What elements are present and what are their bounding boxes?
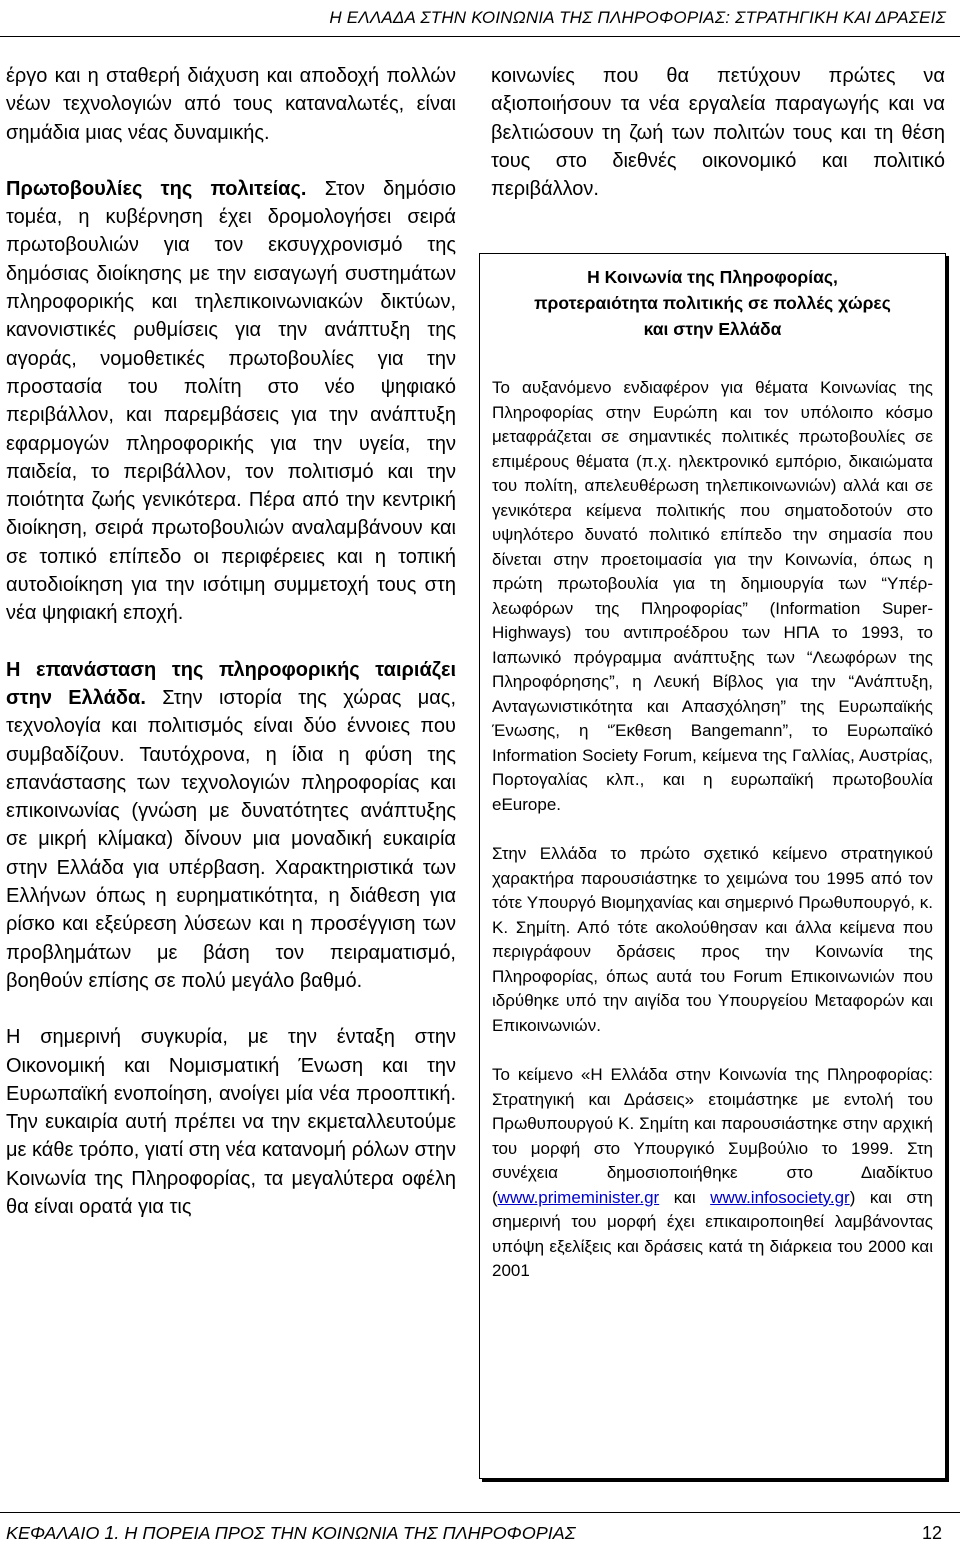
chapter-title: ΚΕΦΑΛΑΙΟ 1. Η ΠΟΡΕΙΑ ΠΡΟΣ ΤΗΝ ΚΟΙΝΩΝΙΑ ΤΗΣ ΠΛΗΡΟΦΟΡΙΑΣ (6, 1523, 576, 1543)
running-header-title: Η ΕΛΛΑΔΑ ΣΤΗΝ ΚΟΙΝΩΝΙΑ ΤΗΣ ΠΛΗΡΟΦΟΡΙΑΣ: ΣΤΡΑΤΗΓΙΚΗ ΚΑΙ ΔΡΑΣΕΙΣ (329, 8, 946, 27)
box-paragraph (492, 1063, 933, 1284)
header-rule (0, 36, 960, 37)
box-paragraph: Το αυξανόμενο ενδιαφέρον για θέματα Κοινωνίας της Πληροφορίας στην Ευρώπη και τον υπόλοιπο κόσμο μεταφράζεται σε σημαντικές πολιτικές πρωτοβουλίες σε επιμέρους θέματα (π.χ. ηλεκτρονικό εμπόριο, δικαιώματα του πολίτη, απελευθέρωση τηλεπικοινωνιών) αλλά και σε γενικότερα κείμενα πολιτικής που σηματοδοτούν στο υψηλότερο δυνατό πολιτικό επίπεδο την σημασία που δίνεται στην προετοιμασία για την Κοινωνία, όπως η πρώτη πρωτοβουλία για τη δημιουργία των “Υπέρ-λεωφόρων της Πληροφορίας” (Information Super-Highways) του αντιπροέδρου των ΗΠΑ το 1993, το Ιαπωνικό πρόγραμμα ανάπτυξης των “Λεωφόρων της Πληροφόρησης”, η Λευκή Βίβλος για την “Ανάπτυξη, Ανταγωνιστικότητα και Απασχόληση” της Ευρωπαϊκής Ένωσης, η “Έκθεση Bangemann”, το Ευρωπαϊκό Information Society Forum, κείμενα της Γαλλίας, Αυστρίας, Πορτογαλίας κλπ., και η ευρωπαϊκή πρωτοβουλία eEurope. (492, 378, 933, 814)
sidebar-box-content (492, 264, 933, 1284)
box-title-line: προτεραιότητα πολιτικής σε πολλές χώρες (534, 293, 891, 313)
paragraph-text: Στην ιστορία της χώρας μας, τεχνολογία και πολιτισμός είναι δύο έννοιες που συμβαδίζουν. Ταυτόχρονα, η ίδια η φύση της επανάστασης των τεχνολογιών πληροφορίας και επικοινωνίας (γνώση με δυνατότητες ανάπτυξης σε μικρή κλίμακα) δίνουν μια μοναδική ευκαιρία στην Ελλάδα για υπέρβαση. Χαρακτηριστικά των Ελλήνων όπως η ευρηματικότητα, η διάθεση για ρίσκο και εξεύρεση λύσεων και η προσέγγιση των προβλημάτων με βάση τον πειραματισμό, βοηθούν επίσης σε πολύ μεγάλο βαθμό. (6, 686, 456, 992)
sidebar-box (479, 253, 946, 1479)
box-paragraph-text: Το κείμενο «Η Ελλάδα στην Κοινωνία της Πληροφορίας: Στρατηγική και Δράσεις» ετοιμάστηκε με εντολή του Πρωθυπουργού Κ. Σημίτη και παρουσιάστηκε στην αρχική του μορφή στο Υπουργικό Συμβούλιο το 1999. Στη συνέχεια δημοσιοποιήθηκε στο Διαδίκτυο ( (492, 1065, 933, 1207)
page-footer (0, 1512, 960, 1552)
footer-rule (0, 1512, 960, 1513)
paragraph (6, 656, 456, 996)
paragraph (6, 175, 456, 628)
paragraph-heading: Η επανάσταση της πληροφορικής ταιριάζει στην Ελλάδα. (6, 658, 456, 709)
primeminister-link[interactable]: www.primeminister.gr (497, 1187, 660, 1207)
box-paragraph-text: ) και στη σημερινή του μορφή έχει επικαιροποιηθεί λαμβάνοντας υπόψη εξελίξεις και δράσεις κατά τη διάρκεια του 2000 και 2001 (492, 1187, 933, 1280)
page-number: 12 (921, 1523, 942, 1543)
box-paragraph: Στην Ελλάδα το πρώτο σχετικό κείμενο στρατηγικού χαρακτήρα παρουσιάστηκε το χειμώνα του 1995 από τον τότε Υπουργό Βιομηχανίας και σημερινό Πρωθυπουργό, κ. Κ. Σημίτη. Από τότε ακολούθησαν και άλλα κείμενα που περιγράφουν δράσεις προς την Κοινωνία της Πληροφορίας, όπως αυτά του Forum Επικοινωνιών που ιδρύθηκε υπό την αιγίδα του Υπουργείου Μεταφορών και Επικοινωνιών. (492, 844, 933, 1035)
paragraph-text: Στον δημόσιο τομέα, η κυβέρνηση έχει δρομολογήσει σειρά πρωτοβουλιών για τον εκσυγχρονισμό της δημόσιας διοίκησης με την εισαγωγή συστημάτων πληροφορικής και τηλεπικοινωνιακών δικτύων, κανονιστικές ρυθμίσεις για την ανάπτυξη της αγοράς, νομοθετικές πρωτοβουλίες για την προστασία του πολίτη στο νέο ψηφιακό περιβάλλον, και παρεμβάσεις για την ανάπτυξη εφαρμογών πληροφορικής για την υγεία, την παιδεία, το περιβάλλον, τον πολιτισμό και την ποιότητα ζωής γενικότερα. Πέρα από την κεντρική διοίκηση, σειρά πρωτοβουλιών αναλαμβάνουν και σε τοπικό επίπεδο οι περιφέρειες και η τοπική αυτοδιοίκηση για την ισότιμη συμμετοχή τους στη νέα ψηφιακή εποχή. (6, 177, 456, 625)
box-title (492, 264, 933, 342)
left-column (6, 62, 456, 1221)
paragraph: έργο και η σταθερή διάχυση και αποδοχή πολλών νέων τεχνολογιών από τους καταναλωτές, είναι σημάδια μιας νέας δυναμικής. (6, 65, 456, 144)
right-column (491, 62, 945, 203)
infosociety-link[interactable]: www.infosociety.gr (710, 1187, 850, 1207)
page-header (0, 0, 960, 38)
paragraph: Η σημερινή συγκυρία, με την ένταξη στην Οικονομική και Νομισματική Ένωση και την Ευρωπαϊκή ενοποίηση, ανοίγει μία νέα προοπτική. Την ευκαιρία αυτή πρέπει να την εκμεταλλευτούμε με κάθε τρόπο, γιατί στη νέα κατανομή ρόλων στην Κοινωνία της Πληροφορίας, τα μεγαλύτερα οφέλη θα είναι ορατά για τις (6, 1026, 456, 1218)
box-title-line: και στην Ελλάδα (643, 319, 782, 339)
paragraph-heading: Πρωτοβουλίες της πολιτείας. (6, 177, 307, 200)
paragraph: κοινωνίες που θα πετύχουν πρώτες να αξιοποιήσουν τα νέα εργαλεία παραγωγής και να βελτιώσουν τη ζωή των πολιτών τους και τη θέση τους στο διεθνές οικονομικό και πολιτικό περιβάλλον. (491, 65, 945, 201)
box-title-line: Η Κοινωνία της Πληροφορίας, (587, 267, 838, 287)
box-paragraph-text: και (659, 1187, 711, 1207)
